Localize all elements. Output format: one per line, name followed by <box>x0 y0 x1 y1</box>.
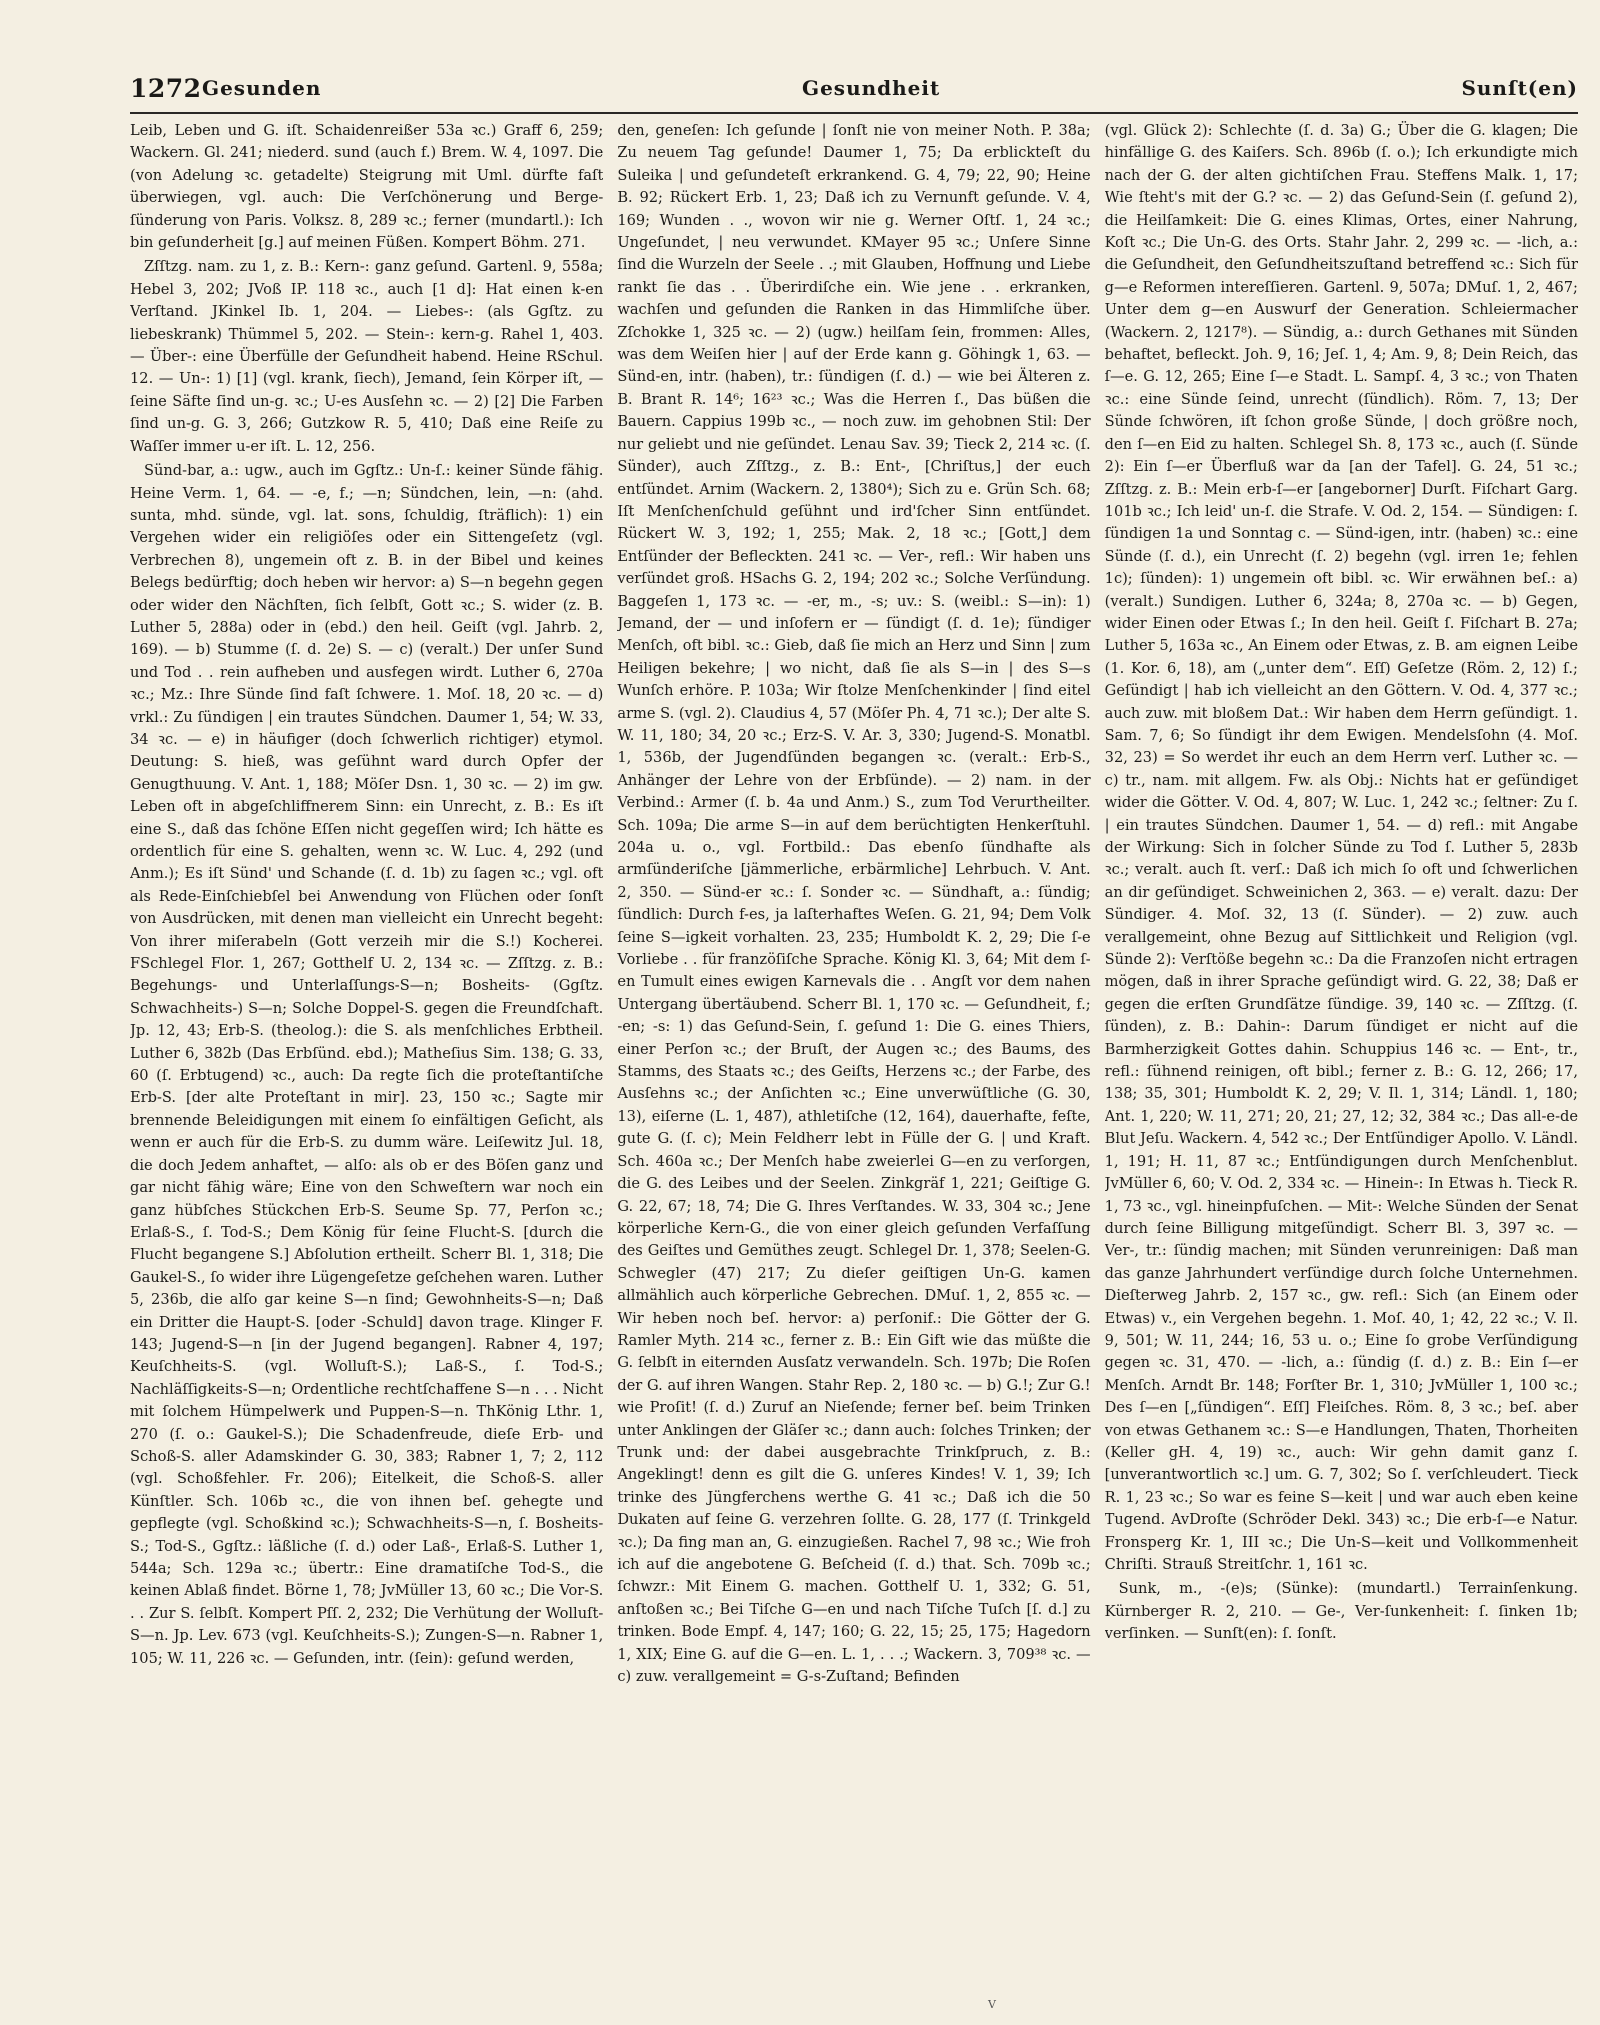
entry-paragraph: Sunk, m., -(e)s; (Sünke): (mundartl.) Terrainſenkung. Kürnberger R. 2, 210. — Ge-, Ver-ſunkenheit: ſ. ſinken 1b; verſinken. — Sunſt(en): ſ. ſonſt. <box>1104 1580 1578 1643</box>
entry-paragraph: Leib, Leben und G. iſt. Schaidenreißer 53a ꝛc.) Graff 6, 259; Wackern. Gl. 241; niederd. sund (auch f.) Brem. W. 4, 1097. Die (von Adelung ꝛc. getadelte) Steigrung mit Uml. dürfte faſt überwiegen, vgl. auch: Die Verſchönerung und Berge-ſünderung von Paris. Volksz. 8, 289 ꝛc.; ferner (mundartl.): Ich bin geſunderheit [g.] auf meinen Füßen. Kompert Böhm. 271. <box>130 122 604 252</box>
left-guide-word: Gesunden <box>202 76 322 100</box>
entry-paragraph: Zſſtzg. nam. zu 1, z. B.: Kern-: ganz geſund. Gartenl. 9, 558a; Hebel 3, 202; JVoß IP. 118 ꝛc., auch [1 d]: Hat einen k-en Verſtand. JKinkel Ib. 1, 204. — Liebes-: (als Ggſtz. zu liebeskrank) Thümmel 5, 202. — Stein-: kern-g. Rahel 1, 403. — Über-: eine Überfülle der Geſundheit habend. Heine RSchul. 12. — Un-: 1) [1] (vgl. krank, ſiech), Jemand, ſein Körper iſt, — ſeine Säfte ſind un-g. ꝛc.; U-es Ausſehn ꝛc. — 2) [2] Die Farben ſind un-g. G. 3, 266; Gutzkow R. 5, 410; Daß eine Reiſe zu Waſſer immer u-er iſt. L. 12, 256. <box>130 258 604 455</box>
column-middle <box>617 120 1090 1990</box>
entry-paragraph: den, geneſen: Ich geſunde | ſonſt nie von meiner Noth. P. 38a; Zu neuem Tag geſunde! Daumer 1, 75; Da erblickteſt du Suleika | und geſundeteſt erkrankend. G. 4, 79; 22, 90; Heine B. 92; Rückert Erb. 1, 23; Daß ich zu Vernunft geſunde. V. 4, 169; Wunden . ., wovon wir nie g. Werner Oſtſ. 1, 24 ꝛc.; Ungeſundet, | neu verwundet. KMayer 95 ꝛc.; Unſere Sinne ſind die Wurzeln der Seele . .; mit Glauben, Hoffnung und Liebe rankt ſie das . . Überirdiſche ein. Wie jene . . erkranken, wachſen und geſunden die Ranken in das Himmliſche über. Zſchokke 1, 325 ꝛc. — 2) (ugw.) heilſam ſein, frommen: Alles, was dem Weiſen hier | auf der Erde kann g. Göhingk 1, 63. — Sünd-en, intr. (haben), tr.: ſündigen (ſ. d.) — wie bei Älteren z. B. Brant R. 14⁶; 16²³ ꝛc.; Was die Herren ſ., Das büßen die Bauern. Cappius 199b ꝛc., — noch zuw. im gehobnen Stil: Der nur geliebt und nie geſündet. Lenau Sav. 39; Tieck 2, 214 ꝛc. (ſ. Sünder), auch Zſſtzg., z. B.: Ent-, [Chriſtus,] der euch entſündet. Arnim (Wackern. 2, 1380⁴); Sich zu e. Grün Sch. 68; Iſt Menſchenſchuld geſühnt und ird'ſcher Sinn entſündet. Rückert W. 3, 192; 1, 255; Mak. 2, 18 ꝛc.; [Gott,] dem Entſünder der Befleckten. 241 ꝛc. — Ver-, refl.: Wir haben uns verſündet groß. HSachs G. 2, 194; 202 ꝛc.; Solche Verſündung. Baggeſen 1, 173 ꝛc. — -er, m., -s; uv.: S. (weibl.: S—in): 1) Jemand, der — und inſofern er — ſündigt (ſ. d. 1e); ſündiger Menſch, oft bibl. ꝛc.: Gieb, daß ſie mich an Herz und Sinn | zum Heiligen bekehre; | wo nicht, daß ſie als S—in | des S—s Wunſch erhöre. P. 103a; Wir ſtolze Menſchenkinder | ſind eitel arme S. (vgl. 2). Claudius 4, 57 (Möſer Ph. 4, 71 ꝛc.); Der alte S. W. 11, 180; 34, 20 ꝛc.; Erz-S. V. Ar. 3, 330; Jugend-S. Monatbl. 1, 536b, der Jugendſünden begangen ꝛc. (veralt.: Erb-S., Anhänger der Lehre von der Erbſünde). — 2) nam. in der Verbind.: Armer (ſ. b. 4a und Anm.) S., zum Tod Verurtheilter. Sch. 109a; Die arme S—in auf dem berüchtigten Henkerſtuhl. 204a u. o., vgl. Fortbild.: Das ebenſo ſündhafte als armſünderiſche [jämmerliche, erbärmliche] Lehrbuch. V. Ant. 2, 350. — Sünd-er ꝛc.: ſ. Sonder ꝛc. — Sündhaft, a.: ſündig; ſündlich: Durch f-es, ja laſterhaftes Weſen. G. 21, 94; Dem Volk ſeine S—igkeit vorhalten. 23, 235; Humboldt K. 2, 29; Die ſ-e Vorliebe . . für franzöſiſche Sprache. König Kl. 3, 64; Mit dem ſ-en Tumult eines ewigen Karnevals die . . Angſt vor dem nahen Untergang übertäubend. Scherr Bl. 1, 170 ꝛc. — Geſundheit, f.; -en; -s: 1) das Geſund-Sein, ſ. geſund 1: Die G. eines Thiers, einer Perſon ꝛc.; der Bruſt, der Augen ꝛc.; des Baums, des Stamms, des Staats ꝛc.; des Geiſts, Herzens ꝛc.; der Farbe, des Ausſehns ꝛc.; der Anſichten ꝛc.; Eine unverwüſtliche (G. 30, 13), eiſerne (L. 1, 487), athletiſche (12, 164), dauerhafte, feſte, gute G. (ſ. c); Mein Feldherr lebt in Fülle der G. | und Kraft. Sch. 460a ꝛc.; Der Menſch habe zweierlei G—en zu verſorgen, die G. des Leibes und der Seelen. Zinkgräf 1, 221; Geiſtige G. G. 22, 67; 18, 74; Die G. Ihres Verſtandes. W. 33, 304 ꝛc.; Jene körperliche Kern-G., die von einer gleich geſunden Verfaſſung des Geiſtes und Gemüthes zeugt. Schlegel Dr. 1, 378; Seelen-G. Schwegler (47) 217; Zu dieſer geiſtigen Un-G. kamen allmählich auch körperliche Gebrechen. DMuſ. 1, 2, 855 ꝛc. — Wir heben noch beſ. hervor: a) perſonif.: Die Götter der G. Ramler Myth. 214 ꝛc., ferner z. B.: Ein Gift wie das müßte die G. ſelbſt in eiternden Ausſatz verwandeln. Sch. 197b; Die Roſen der G. auf ihren Wangen. Stahr Rep. 2, 180 ꝛc. — b) G.!; Zur G.! wie Proſit! (ſ. d.) Zuruf an Nieſende; ferner beſ. beim Trinken unter Anklingen der Gläſer ꝛc.; dann auch: ſolches Trinken; der Trunk und: der dabei ausgebrachte Trinkſpruch, z. B.: Angeklingt! denn es gilt die G. unſeres Kindes! V. 1, 39; Ich trinke des Jüngferchens werthe G. 41 ꝛc.; Daß ich die 50 Dukaten auf ſeine G. verzehren ſollte. G. 28, 177 (ſ. Trinkgeld ꝛc.); Da fing man an, G. einzugießen. Rachel 7, 98 ꝛc.; Wie froh ich auf die angebotene G. Beſcheid (ſ. d.) that. Sch. 709b ꝛc.; ſchwzr.: Mit Einem G. machen. Gotthelf U. 1, 332; G. 51, anſtoßen ꝛc.; Bei Tiſche G—en und nach Tiſche Tuſch [ſ. d.] zu trinken. Bode Empf. 4, 147; 160; G. 22, 15; 25, 175; Hagedorn 1, XIX; Eine G. auf die G—en. L. 1, . . .; Wackern. 3, 709³⁸ ꝛc. — c) zuw. verallgemeint = G-s-Zuſtand; Befinden <box>617 122 1091 1686</box>
column-left <box>130 120 603 1990</box>
entry-paragraph: (vgl. Glück 2): Schlechte (ſ. d. 3a) G.; Über die G. klagen; Die hinfällige G. des Kaiſers. Sch. 896b (ſ. o.); Ich erkundigte mich nach der G. der alten gichtiſchen Frau. Steffens Malk. 1, 17; Wie ſteht's mit der G.? ꝛc. — 2) das Geſund-Sein (ſ. geſund 2), die Heilſamkeit: Die G. eines Klimas, Ortes, einer Nahrung, Koſt ꝛc.; Die Un-G. des Orts. Stahr Jahr. 2, 299 ꝛc. — -lich, a.: die Geſundheit, den Geſundheitszuſtand betreffend ꝛc.: Sich für g—e Reformen intereſſieren. Gartenl. 9, 507a; DMuſ. 1, 2, 467; Unter dem g—en Auswurf der Generation. Schleiermacher (Wackern. 2, 1217⁸). — Sündig, a.: durch Gethanes mit Sünden behaftet, befleckt. Joh. 9, 16; Jeſ. 1, 4; Am. 9, 8; Dein Reich, das ſ—e. G. 12, 265; Eine ſ—e Stadt. L. Sampſ. 4, 3 ꝛc.; von Thaten ꝛc.: eine Sünde ſeind, unrecht (ſündlich). Röm. 7, 13; Der Sünde ſchwören, iſt ſchon große Sünde, | doch größre noch, den ſ—en Eid zu halten. Schlegel Sh. 8, 173 ꝛc., auch (ſ. Sünde 2): Ein ſ—er Überfluß war da [an der Tafel]. G. 24, 51 ꝛc.; Zſſtzg. z. B.: Mein erb-ſ—er [angeborner] Durſt. Fiſchart Garg. 101b ꝛc.; Ich leid' un-ſ. die Strafe. V. Od. 2, 154. — Sündigen: ſ. ſündigen 1a und Sonntag c. — Sünd-igen, intr. (haben) ꝛc.: eine Sünde (ſ. d.), ein Unrecht (ſ. 2) begehn (vgl. irren 1e; fehlen 1c); ſünden): 1) ungemein oft bibl. ꝛc. Wir erwähnen beſ.: a) (veralt.) Sundigen. Luther 6, 324a; 8, 270a ꝛc. — b) Gegen, wider Einen oder Etwas ſ.; In den heil. Geiſt ſ. Fiſchart B. 27a; Luther 5, 163a ꝛc., An Einem oder Etwas, z. B. am eignen Leibe (1. Kor. 6, 18), am („unter dem“. Eſſ) Geſetze (Röm. 2, 12) ſ.; Geſündigt | hab ich vielleicht an den Göttern. V. Od. 4, 377 ꝛc.; auch zuw. mit bloßem Dat.: Wir haben dem Herrn geſündigt. 1. Sam. 7, 6; So ſündigt ihr dem Ewigen. Mendelsſohn (4. Moſ. 32, 23) = So werdet ihr euch an dem Herrn verſ. Luther ꝛc. — c) tr., nam. mit allgem. Fw. als Obj.: Nichts hat er geſündiget wider die Götter. V. Od. 4, 807; W. Luc. 1, 242 ꝛc.; ſeltner: Zu ſ. | ein trautes Sündchen. Daumer 1, 54. — d) refl.: mit Angabe der Wirkung: Sich in ſolcher Sünde zu Tod ſ. Luther 5, 283b ꝛc.; veralt. auch ſt. verſ.: Daß ich mich ſo oft und ſchwerlichen an dir geſündiget. Schweinichen 2, 363. — e) veralt. dazu: Der Sündiger. 4. Moſ. 32, 13 (ſ. Sünder). — 2) zuw. auch verallgemeint, ohne Bezug auf Sittlichkeit und Religion (vgl. Sünde 2): Verſtöße begehn ꝛc.: Da die Franzoſen nicht ertragen mögen, daß in ihrer Sprache geſündigt wird. G. 22, 38; Daß er gegen die erſten Grundſätze ſündige. 39, 140 ꝛc. — Zſſtzg. (ſ. ſünden), z. B.: Dahin-: Darum ſündiget er nicht auf die Barmherzigkeit Gottes dahin. Schuppius 146 ꝛc. — Ent-, tr., refl.: ſühnend reinigen, oft bibl.; ferner z. B.: G. 12, 266; 17, 138; 35, 301; Humboldt K. 2, 29; V. Il. 1, 314; Ländl. 1, 180; Ant. 1, 220; W. 11, 271; 20, 21; 27, 12; 32, 384 ꝛc.; Das all-e-de Blut Jeſu. Wackern. 4, 542 ꝛc.; Der Entſündiger Apollo. V. Ländl. 1, 191; H. 11, 87 ꝛc.; Entſündigungen durch Menſchenblut. JvMüller 6, 60; V. Od. 2, 334 ꝛc. — Hinein-: In Etwas h. Tieck R. 1, 73 ꝛc., vgl. hineinpfuſchen. — Mit-: Welche Sünden der Senat durch ſeine Billigung mitgeſündigt. Scherr Bl. 3, 397 ꝛc. — Ver-, tr.: ſündig machen; mit Sünden verunreinigen: Daß man das ganze Jahrhundert verſündige durch ſolche Unternehmen. Dieſterweg Jahrb. 2, 157 ꝛc., gw. refl.: Sich (an Einem oder Etwas) v., ein Vergehen begehn. 1. Moſ. 40, 1; 42, 22 ꝛc.; V. Il. 9, 501; W. 11, 244; 16, 53 u. o.; Eine ſo grobe Verſündigung gegen ꝛc. 31, 470. — -lich, a.: ſündig (ſ. d.) z. B.: Ein ſ—er Menſch. Arndt Br. 148; Forſter Br. 1, 310; JvMüller 1, 100 ꝛc.; Des ſ—en [„ſündigen“. Eſſ] Fleiſches. Röm. 8, 3 ꝛc.; beſ. aber von etwas Gethanem ꝛc.: S—e Handlungen, Thaten, Thorheiten (Keller gH. 4, 19) ꝛc., auch: Wir gehn damit ganz ſ. [unverantwortlich ꝛc.] um. G. 7, 302; So ſ. verſchleudert. Tieck R. 1, 23 ꝛc.; So war es feine S—keit | und war auch eben keine Tugend. AvDroſte (Schröder Dekl. 343) ꝛc.; Die erb-ſ—e Natur. Fronsperg Kr. 1, III ꝛc.; Die Un-S—keit und Vollkommenheit Chriſti. Strauß Streitſchr. 1, 161 ꝛc. <box>1104 122 1578 1573</box>
page-number: 1272 <box>130 74 202 103</box>
text-columns <box>130 120 1578 1990</box>
column-right <box>1105 120 1578 1990</box>
right-guide-word: Sunſt(en) <box>1461 76 1578 100</box>
entry-paragraph: Sünd-bar, a.: ugw., auch im Ggſtz.: Un-ſ.: keiner Sünde fähig. Heine Verm. 1, 64. — -e, f.; —n; Sündchen, lein, —n: (ahd. sunta, mhd. sünde, vgl. lat. sons, ſchuldig, ſträflich): 1) ein Vergehen wider ein religiöſes oder ein Sittengeſetz (vgl. Verbrechen 8), ungemein oft z. B. in der Bibel und keines Belegs bedürftig; doch heben wir hervor: a) S—n begehn gegen oder wider den Nächſten, ſich ſelbſt, Gott ꝛc.; S. wider (z. B. Luther 5, 288a) oder in (ebd.) den heil. Geiſt (vgl. Jahrb. 2, 169). — b) Stumme (ſ. d. 2e) S. — c) (veralt.) Der unſer Sund und Tod . . rein aufheben und ausfegen wirdt. Luther 6, 270a ꝛc.; Mz.: Ihre Sünde ſind faſt ſchwere. 1. Moſ. 18, 20 ꝛc. — d) vrkl.: Zu ſündigen | ein trautes Sündchen. Daumer 1, 54; W. 33, 34 ꝛc. — e) in häufiger (doch ſchwerlich richtiger) etymol. Deutung: S. hieß, was geſühnt ward durch Opfer der Genugthuung. V. Ant. 1, 188; Möſer Dsn. 1, 30 ꝛc. — 2) im gw. Leben oft in abgeſchliffnerem Sinn: ein Unrecht, z. B.: Es iſt eine S., daß das ſchöne Eſſen nicht gegeſſen wird; Ich hätte es ordentlich für eine S. gehalten, wenn ꝛc. W. Luc. 4, 292 (und Anm.); Es iſt Sünd' und Schande (ſ. d. 1b) zu ſagen ꝛc.; vgl. oft als Rede-Einſchiebſel bei Anwendung von Flüchen oder ſonſt von Ausdrücken, mit denen man vielleicht ein Unrecht begeht: Von ihrer miſerabeln (Gott verzeih mir die S.!) Kocherei. FSchlegel Flor. 1, 267; Gotthelf U. 2, 134 ꝛc. — Zſſtzg. z. B.: Begehungs- und Unterlaſſungs-S—n; Bosheits- (Ggſtz. Schwachheits-) S—n; Solche Doppel-S. gegen die Freundſchaft. Jp. 12, 43; Erb-S. (theolog.): die S. als menſchliches Erbtheil. Luther 6, 382b (Das Erbſünd. ebd.); Matheſius Sim. 138; G. 33, 60 (ſ. Erbtugend) ꝛc., auch: Da regte ſich die proteſtantiſche Erb-S. [der alte Proteſtant in mir]. 23, 150 ꝛc.; Sagte mir brennende Beleidigungen mit einem ſo einfältigen Geſicht, als wenn er auch für die Erb-S. zu dumm wäre. Leiſewitz Jul. 18, die doch Jedem anhaftet, — alſo: als ob er des Böſen ganz und gar nicht fähig wäre; Eine von den Schweſtern war noch ein ganz hübſches Stückchen Erb-S. Seume Sp. 77, Perſon ꝛc.; Erlaß-S., ſ. Tod-S.; Dem König für ſeine Flucht-S. [durch die Flucht begangene S.] Abſolution ertheilt. Scherr Bl. 1, 318; Die Gaukel-S., ſo wider ihre Lügengeſetze geſchehen waren. Luther 5, 236b, die alſo gar keine S—n ſind; Gewohnheits-S—n; Daß ein Dritter die Haupt-S. [oder -Schuld] davon trage. Klinger F. 143; Jugend-S—n [in der Jugend begangen]. Rabner 4, 197; Keuſchheits-S. (vgl. Wolluſt-S.); Laß-S., ſ. Tod-S.; Nachläſſigkeits-S—n; Ordentliche rechtſchaffene S—n . . . Nicht mit ſolchem Hümpelwerk und Puppen-S—n. ThKönig Lthr. 1, 270 (ſ. o.: Gaukel-S.); Die Schadenfreude, dieſe Erb- und Schoß-S. aller Adamskinder G. 30, 383; Rabner 1, 7; 2, 112 (vgl. Schoßfehler. Fr. 206); Eitelkeit, die Schoß-S. aller Künſtler. Sch. 106b ꝛc., die von ihnen beſ. gehegte und gepflegte (vgl. Schoßkind ꝛc.); Schwachheits-S—n, ſ. Bosheits-S.; Tod-S., Ggſtz.: läßliche (ſ. d.) oder Laß-, Erlaß-S. Luther 1, 544a; Sch. 129a ꝛc.; übertr.: Eine dramatiſche Tod-S., die keinen Ablaß findet. Börne 1, 78; JvMüller 13, 60 ꝛc.; Die Vor-S. . . Zur S. ſelbſt. Kompert Pſſ. 2, 232; Die Verhütung der Wolluſt-S—n. Jp. Lev. 673 (vgl. Keuſchheits-S.); Zungen-S—n. Rabner 1, 105; W. 11, 226 ꝛc. — Geſunden, intr. (ſein): geſund werden, <box>130 462 604 1667</box>
signature-mark: V <box>988 1998 996 2011</box>
header-rule <box>130 112 1578 114</box>
center-guide-word: Gesundheit <box>802 76 941 100</box>
running-head <box>130 68 1578 108</box>
